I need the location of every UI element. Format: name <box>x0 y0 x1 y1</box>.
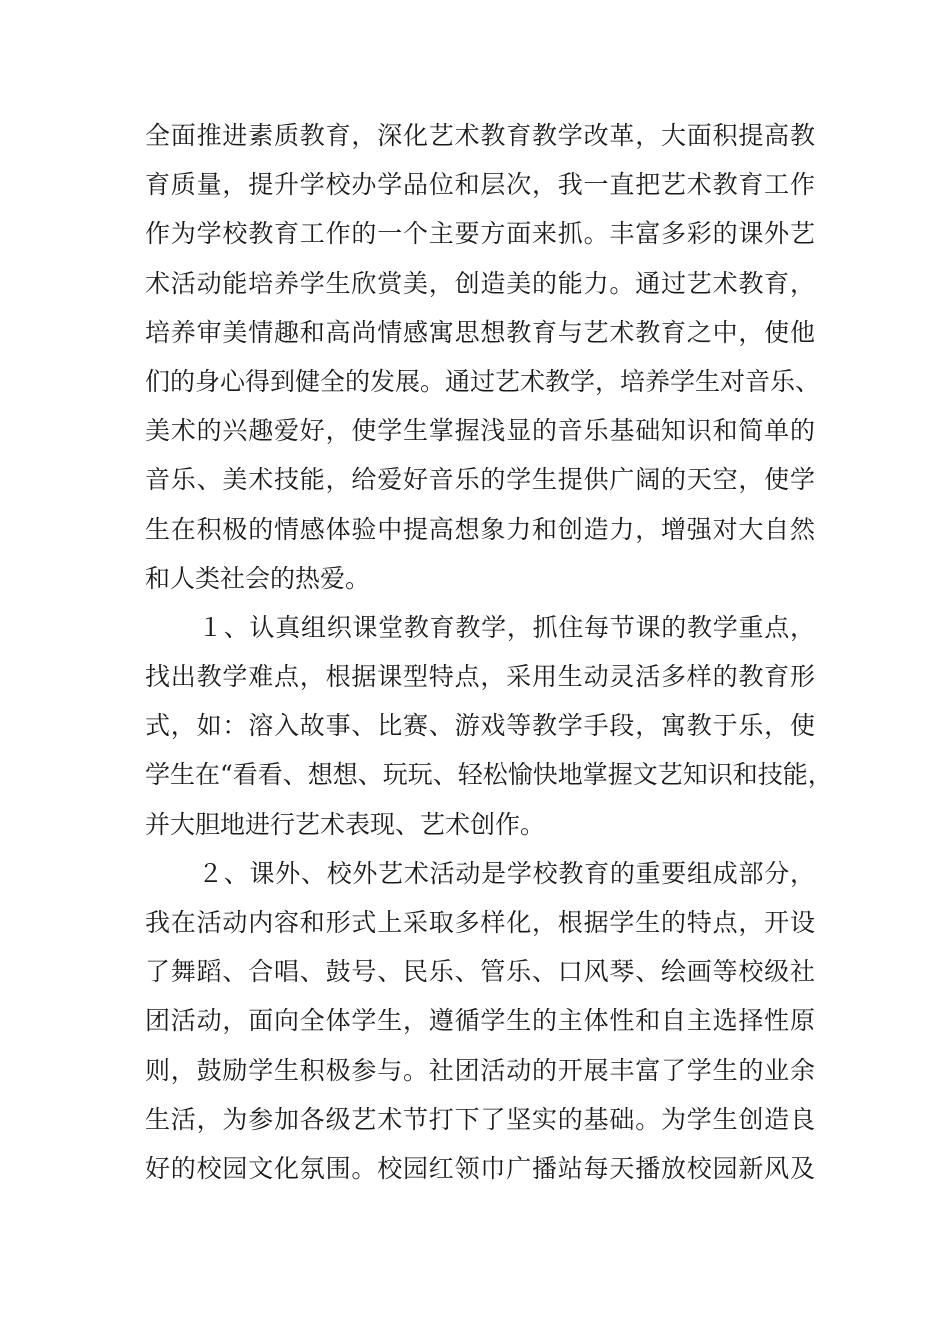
text-line: 并大胆地进行艺术表现、艺术创作。 <box>145 809 546 839</box>
text-line: 音乐、美术技能，给爱好音乐的学生提供广阔的天空，使学 <box>145 465 815 495</box>
paragraph-item-2-line: ２、课外、校外艺术活动是学校教育的重要组成部分， <box>198 858 815 888</box>
text-line: 美术的兴趣爱好，使学生掌握浅显的音乐基础知识和简单的 <box>145 416 815 446</box>
text-line: 全面推进素质教育，深化艺术教育教学改革，大面积提高教 <box>145 121 815 150</box>
text-line: 式，如：溶入故事、比赛、游戏等教学手段，寓教于乐，使 <box>145 711 815 741</box>
text-line: 作为学校教育工作的一个主要方面来抓。丰富多彩的课外艺 <box>145 219 815 249</box>
text-line: 则，鼓励学生积极参与。社团活动的开展丰富了学生的业余 <box>145 1055 815 1085</box>
text-line: 们的身心得到健全的发展。通过艺术教学，培养学生对音乐、 <box>145 366 821 396</box>
text-line: 培养审美情趣和高尚情感寓思想教育与艺术教育之中，使他 <box>145 317 815 347</box>
text-line: 找出教学难点，根据课型特点，采用生动灵活多样的教育形 <box>145 662 815 692</box>
text-line: 团活动，面向全体学生，遵循学生的主体性和自主选择性原 <box>145 1006 815 1036</box>
document-body <box>145 111 833 1193</box>
text-line: 育质量，提升学校办学品位和层次，我一直把艺术教育工作 <box>145 170 815 200</box>
text-line: 我在活动内容和形式上采取多样化，根据学生的特点，开设 <box>145 908 815 937</box>
text-line: 生在积极的情感体验中提高想象力和创造力，增强对大自然 <box>145 514 815 544</box>
text-line: 了舞蹈、合唱、鼓号、民乐、管乐、口风琴、绘画等校级社 <box>145 957 815 987</box>
text-line: 和人类社会的热爱。 <box>145 563 371 593</box>
text-line: 好的校园文化氛围。校园红领巾广播站每天播放校园新风及 <box>145 1153 815 1183</box>
text-line: 术活动能培养学生欣赏美，创造美的能力。通过艺术教育， <box>145 268 815 298</box>
paragraph-item-1-line: １、认真组织课堂教育教学，抓住每节课的教学重点， <box>198 612 815 642</box>
text-line: 生活，为参加各级艺术节打下了坚实的基础。为学生创造良 <box>145 1104 815 1134</box>
text-line: 学生在“看看、想想、玩玩、轻松愉快地掌握文艺知识和技能， <box>145 760 833 790</box>
